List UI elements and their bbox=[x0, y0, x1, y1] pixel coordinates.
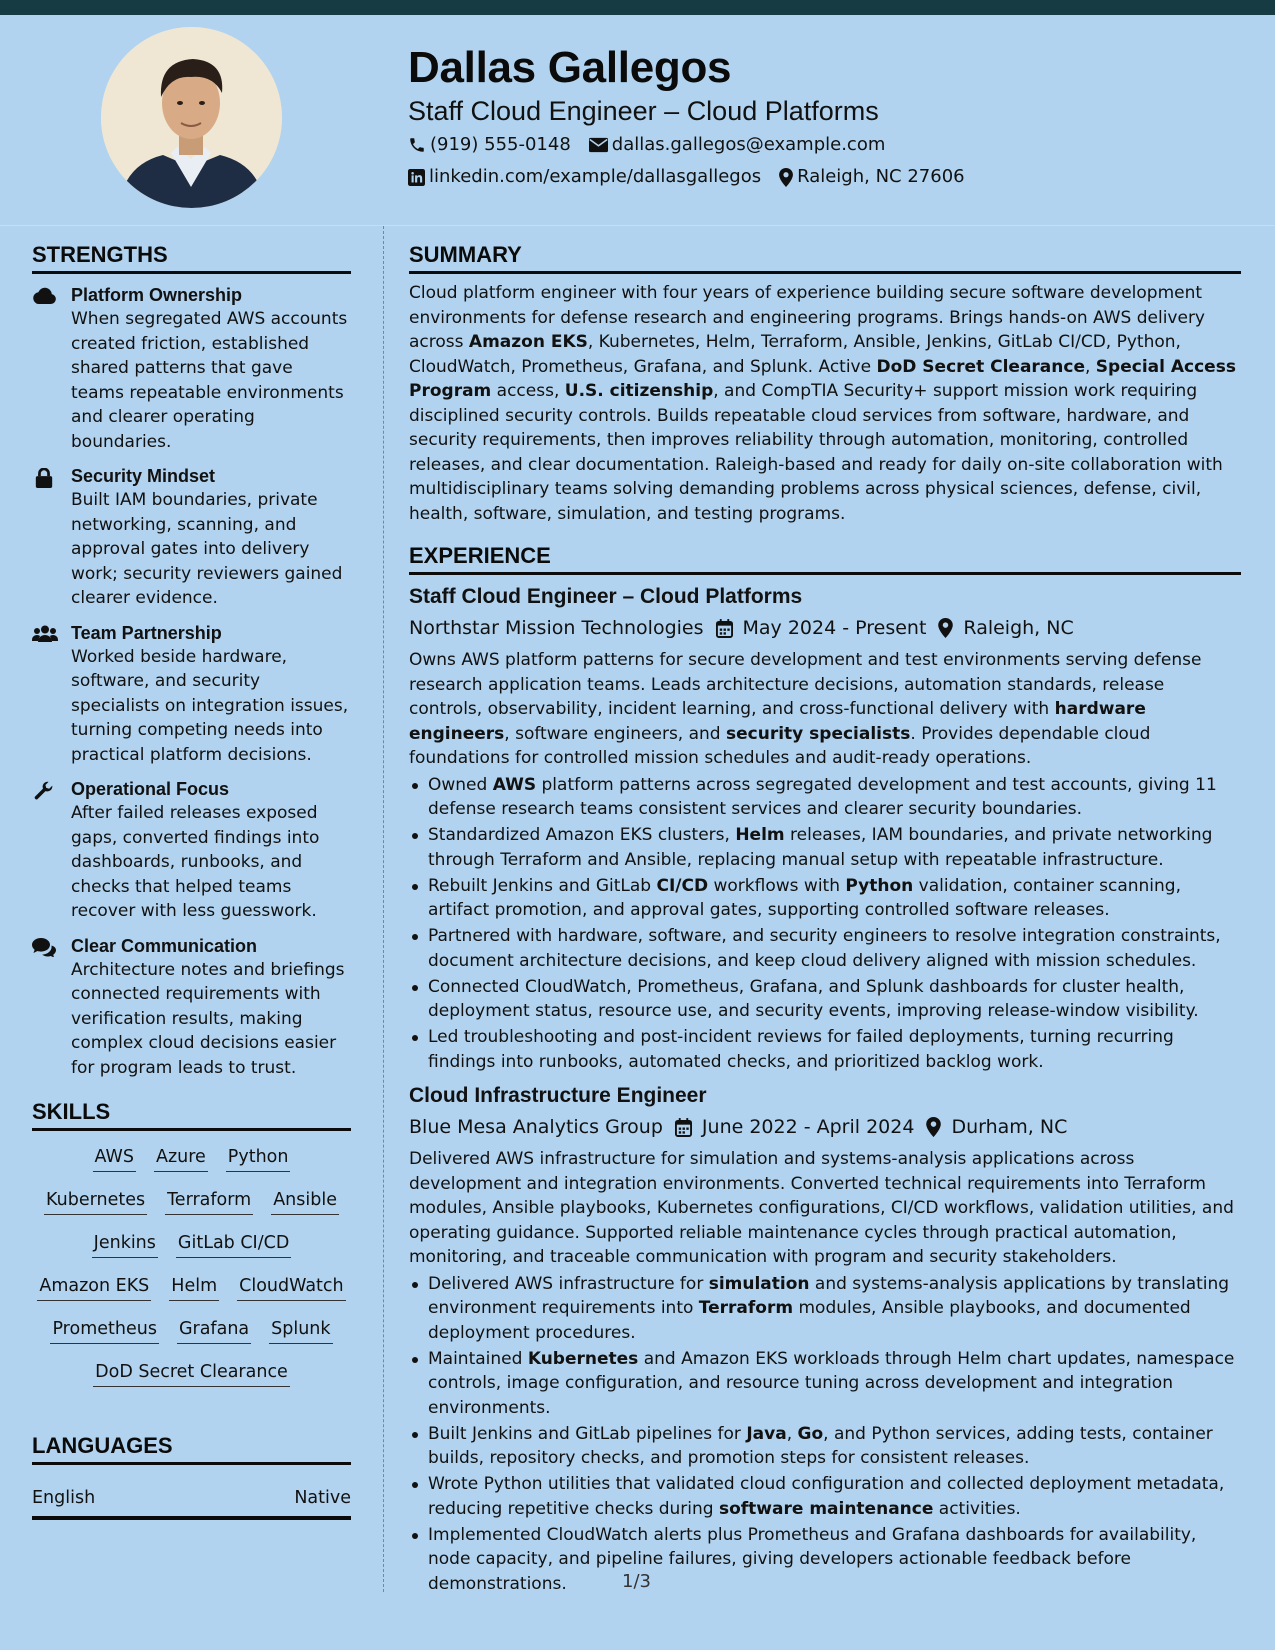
job-summary: Delivered AWS infrastructure for simulation and systems-analysis applications across development and integration environments. Converted technical requirements into Terraform modules, Ansible playbooks, Kubernetes configurations, CI/CD workflows, validation utilities, and operating guidance. Supported reliable maintenance cycles through practical automation, monitoring, and traceable communication with program and security stakeholders. bbox=[409, 1149, 1234, 1267]
job-dates bbox=[716, 615, 927, 641]
languages-heading: LANGUAGES bbox=[32, 1433, 351, 1465]
job-meta bbox=[409, 615, 1241, 641]
job-location bbox=[938, 615, 1073, 641]
skill-tag: Azure bbox=[154, 1145, 208, 1172]
candidate-name: Dallas Gallegos bbox=[408, 43, 732, 92]
strength-item bbox=[32, 935, 351, 1081]
strength-description: Architecture notes and briefings connected requirements with verification results, making complex cloud decisions easier for program leads to trust. bbox=[71, 959, 345, 1078]
left-column bbox=[32, 242, 351, 1520]
page-indicator: 1/3 bbox=[622, 1571, 651, 1592]
job-bullet: Owned AWS platform patterns across segregated development and test accounts, giving 11 defense research teams consistent services and clearer security boundaries. bbox=[409, 773, 1241, 822]
skill-tag: AWS bbox=[93, 1145, 136, 1172]
company-name: Blue Mesa Analytics Group bbox=[409, 1116, 663, 1138]
envelope-icon bbox=[589, 137, 608, 153]
job-entry bbox=[409, 1083, 1241, 1596]
skill-tag: Amazon EKS bbox=[37, 1274, 151, 1301]
linkedin-icon bbox=[408, 169, 425, 186]
job-bullets bbox=[409, 773, 1241, 1075]
job-location bbox=[926, 1114, 1067, 1140]
company-name: Northstar Mission Technologies bbox=[409, 617, 704, 639]
skill-tag: CloudWatch bbox=[237, 1274, 345, 1301]
cloud-icon bbox=[32, 284, 56, 454]
job-bullet: Led troubleshooting and post-incident reviews for failed deployments, turning recurring findings into runbooks, automated checks, and prioritized backlog work. bbox=[409, 1025, 1241, 1074]
strength-title: Operational Focus bbox=[71, 779, 230, 799]
skill-tag: Ansible bbox=[271, 1188, 339, 1215]
job-location-text: Raleigh, NC bbox=[963, 617, 1074, 639]
strength-item bbox=[32, 778, 351, 924]
strength-description: Worked beside hardware, software, and security specialists on integration issues, turning competing needs into practical platform decisions. bbox=[71, 646, 349, 765]
language-name: English bbox=[32, 1488, 96, 1508]
map-pin-icon bbox=[779, 168, 793, 187]
job-bullet: Partnered with hardware, software, and security engineers to resolve integration constraints, document architecture decisions, and keep cloud delivery aligned with mission schedules. bbox=[409, 924, 1241, 973]
skill-tag: Helm bbox=[169, 1274, 219, 1301]
phone-icon bbox=[408, 136, 426, 154]
skills-list bbox=[32, 1145, 351, 1387]
job-bullet: Delivered AWS infrastructure for simulation and systems-analysis applications by translating environment requirements into Terraform modules, Ansible playbooks, and documented deployment procedures. bbox=[409, 1272, 1241, 1346]
strength-title: Clear Communication bbox=[71, 935, 258, 956]
strengths-list bbox=[32, 284, 351, 1080]
linkedin-contact[interactable] bbox=[408, 166, 761, 188]
calendar-icon bbox=[716, 619, 733, 638]
lock-icon bbox=[32, 465, 56, 611]
job-bullet: Maintained Kubernetes and Amazon EKS workloads through Helm chart updates, namespace controls, image configuration, and resource tuning across development and integration environments. bbox=[409, 1347, 1241, 1421]
contact-row-1 bbox=[408, 134, 885, 156]
email-contact[interactable] bbox=[589, 134, 886, 156]
strength-description: When segregated AWS accounts created friction, established shared patterns that gave teams repeatable environments and clearer operating boundaries. bbox=[71, 309, 348, 452]
phone-contact[interactable] bbox=[408, 134, 571, 156]
job-entry bbox=[409, 584, 1241, 1074]
experience-heading: EXPERIENCE bbox=[409, 543, 1241, 575]
top-accent-bar bbox=[0, 0, 1275, 15]
job-bullet: Wrote Python utilities that validated cloud configuration and collected deployment metadata, reducing repetitive checks during software maintenance activities. bbox=[409, 1472, 1241, 1521]
location-text: Raleigh, NC 27606 bbox=[797, 166, 965, 187]
contact-row-2 bbox=[408, 166, 965, 188]
map-pin-icon bbox=[926, 1117, 941, 1137]
job-dates bbox=[675, 1114, 915, 1140]
skill-tag: Kubernetes bbox=[44, 1188, 147, 1215]
job-bullets bbox=[409, 1272, 1241, 1597]
language-level: Native bbox=[294, 1488, 351, 1508]
strength-description: Built IAM boundaries, private networking, scanning, and approval gates into delivery work; security reviewers gained clearer evidence. bbox=[71, 490, 343, 608]
job-bullet: Standardized Amazon EKS clusters, Helm releases, IAM boundaries, and private networking through Terraform and Ansible, replacing manual setup with repeatable infrastructure. bbox=[409, 823, 1241, 872]
strength-title: Platform Ownership bbox=[71, 285, 243, 305]
map-pin-icon bbox=[938, 618, 953, 638]
skill-tag: Python bbox=[226, 1145, 291, 1172]
profile-photo bbox=[101, 27, 282, 208]
skills-heading: SKILLS bbox=[32, 1099, 351, 1131]
candidate-headline: Staff Cloud Engineer – Cloud Platforms bbox=[408, 96, 879, 126]
job-dates-text: June 2022 - April 2024 bbox=[701, 1116, 915, 1138]
job-title: Cloud Infrastructure Engineer bbox=[409, 1084, 707, 1107]
skill-tag: DoD Secret Clearance bbox=[93, 1360, 290, 1387]
strengths-heading: STRENGTHS bbox=[32, 242, 351, 274]
summary-heading: SUMMARY bbox=[409, 242, 1241, 274]
column-divider bbox=[383, 226, 384, 1592]
strength-title: Team Partnership bbox=[71, 622, 222, 643]
skill-tag: Grafana bbox=[177, 1317, 251, 1344]
header-divider bbox=[0, 225, 1275, 226]
strength-item bbox=[32, 284, 351, 454]
location-contact bbox=[779, 166, 965, 188]
linkedin-url: linkedin.com/example/dallasgallegos bbox=[429, 166, 762, 187]
email-address: dallas.gallegos@example.com bbox=[611, 134, 886, 155]
skill-tag: GitLab CI/CD bbox=[176, 1231, 291, 1258]
skill-tag: Splunk bbox=[269, 1317, 332, 1344]
language-row bbox=[32, 1488, 351, 1520]
job-bullet: Rebuilt Jenkins and GitLab CI/CD workflows with Python validation, container scanning, artifact promotion, and approval gates, supporting controlled software releases. bbox=[409, 874, 1241, 923]
strength-item bbox=[32, 622, 351, 768]
right-column bbox=[409, 242, 1241, 1598]
job-bullet: Built Jenkins and GitLab pipelines for Java, Go, and Python services, adding tests, container builds, repository checks, and promotion steps for consistent releases. bbox=[409, 1422, 1241, 1471]
skill-tag: Prometheus bbox=[50, 1317, 159, 1344]
job-title: Staff Cloud Engineer – Cloud Platforms bbox=[409, 585, 803, 608]
calendar-icon bbox=[675, 1118, 692, 1137]
job-bullet: Connected CloudWatch, Prometheus, Grafana, and Splunk dashboards for cluster health, deployment status, resource use, and security events, improving release-window visibility. bbox=[409, 975, 1241, 1024]
skill-tag: Terraform bbox=[165, 1188, 253, 1215]
users-icon bbox=[32, 622, 56, 768]
phone-number: (919) 555-0148 bbox=[430, 134, 571, 155]
strength-item bbox=[32, 465, 351, 611]
job-summary: Owns AWS platform patterns for secure development and test environments serving defense research application teams. Leads architecture decisions, automation standards, release controls, observability, incident learning, and cross-functional delivery with hardware engineers, software engineers, and security specialists. Provides dependable cloud foundations for controlled mission schedules and audit-ready operations. bbox=[409, 650, 1202, 768]
job-bullet: Implemented CloudWatch alerts plus Prometheus and Grafana dashboards for availability, node capacity, and pipeline failures, giving developers actionable feedback before demonstrations. bbox=[409, 1523, 1241, 1597]
job-meta bbox=[409, 1114, 1241, 1140]
skill-tag: Jenkins bbox=[92, 1231, 158, 1258]
job-dates-text: May 2024 - Present bbox=[742, 617, 927, 639]
comments-icon bbox=[32, 935, 56, 1081]
job-location-text: Durham, NC bbox=[951, 1116, 1068, 1138]
summary-text: Cloud platform engineer with four years of experience building secure software development environments for defense research and engineering programs. Brings hands-on AWS delivery across Amazon EKS, Kubernetes, Helm, Terraform, Ansible, Jenkins, GitLab CI/CD, Python, CloudWatch, Prometheus, Grafana, and Splunk. Active DoD Secret Clearance, Special Access Program access, U.S. citizenship, and CompTIA Security+ support mission work requiring disciplined security controls. Builds repeatable cloud services from software, hardware, and security requirements, then improves reliability through automation, monitoring, controlled releases, and clear documentation. Raleigh-based and ready for daily on-site collaboration with multidisciplinary teams solving demanding problems across physical sciences, defense, civil, health, software, simulation, and testing programs. bbox=[409, 283, 1236, 524]
strength-description: After failed releases exposed gaps, converted findings into dashboards, runbooks, and checks that helped teams recover with less guesswork. bbox=[71, 803, 320, 921]
strength-title: Security Mindset bbox=[71, 466, 216, 486]
wrench-icon bbox=[32, 778, 56, 924]
